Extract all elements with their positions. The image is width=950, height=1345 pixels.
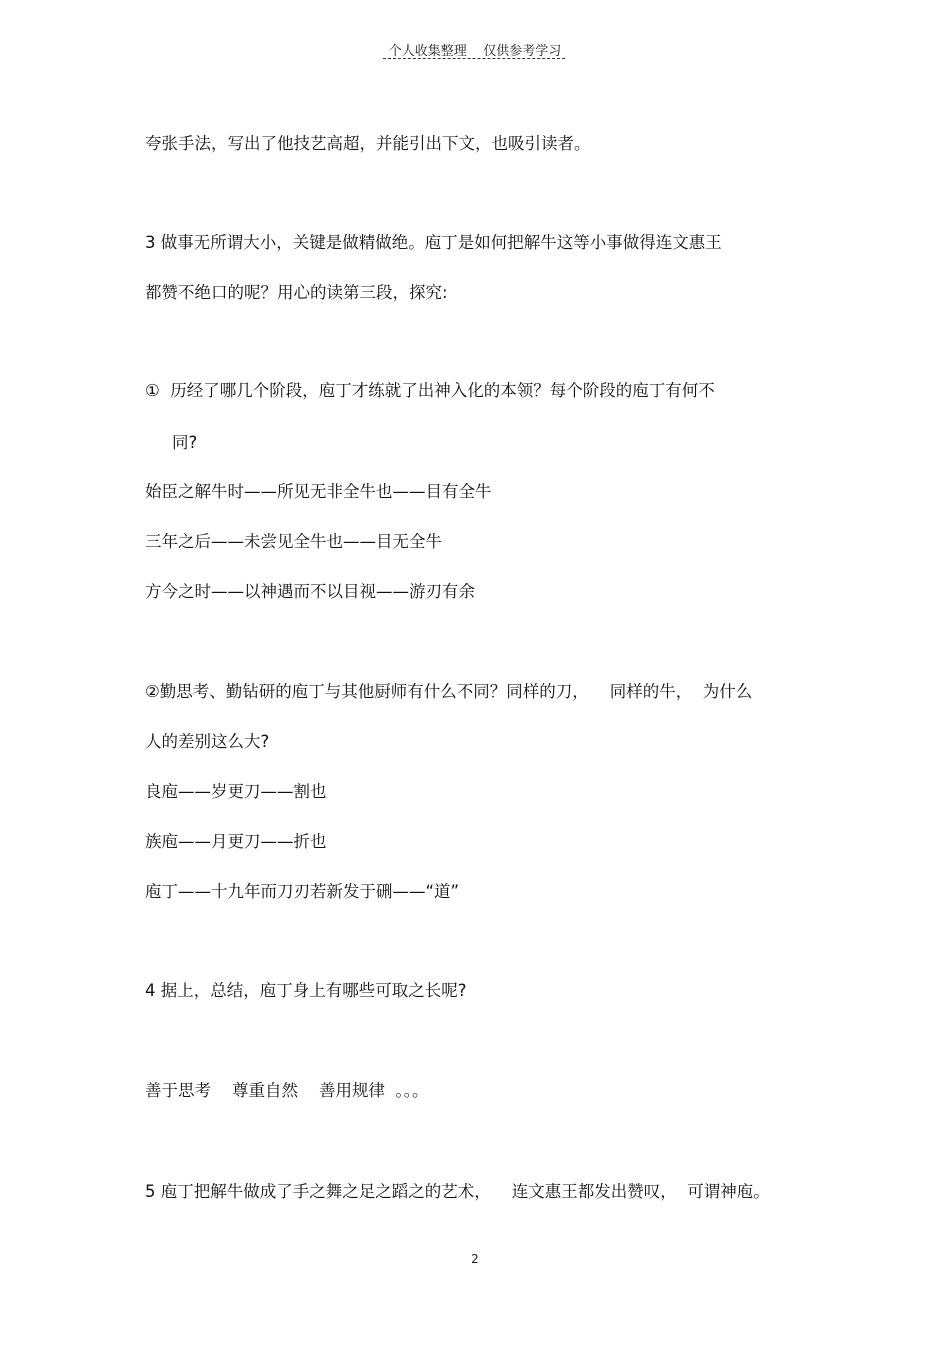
text-line: 族庖——月更刀——折也 xyxy=(145,832,327,851)
text-line: ②勤思考、勤钻研的庖丁与其他厨师有什么不同？同样的刀， 同样的牛， 为什么 xyxy=(145,682,753,701)
text-line: 始臣之解牛时——所见无非全牛也——目有全牛 xyxy=(145,482,492,501)
page-header: 个人收集整理 仅供参考学习 xyxy=(388,44,562,59)
text-line: 3 做事无所谓大小，关键是做精做绝。庖丁是如何把解牛这等小事做得连文惠王 xyxy=(145,233,722,252)
text-line: 同? xyxy=(172,433,198,452)
text-line: 方今之时——以神遇而不以目视——游刃有余 xyxy=(145,582,475,601)
page-number: 2 xyxy=(471,1252,479,1266)
text-line: 良庖——岁更刀——割也 xyxy=(145,782,327,801)
header-divider xyxy=(383,58,565,59)
text-line: 5 庖丁把解牛做成了手之舞之足之蹈之的艺术， 连文惠王都发出赞叹， 可谓神庖。 xyxy=(145,1182,770,1201)
text-line: 三年之后——未尝见全牛也——目无全牛 xyxy=(145,532,442,551)
text-line: ① 历经了哪几个阶段，庖丁才练就了出神入化的本领？每个阶段的庖丁有何不 xyxy=(145,381,715,400)
text-line: 都赞不绝口的呢？用心的读第三段，探究: xyxy=(145,283,448,302)
text-line: 善于思考 尊重自然 善用规律 。。。 xyxy=(145,1081,429,1100)
text-line: 庖丁——十九年而刀刃若新发于硎——“道” xyxy=(145,882,460,901)
text-line: 人的差别这么大? xyxy=(145,732,270,751)
text-line: 夸张手法，写出了他技艺高超，并能引出下文，也吸引读者。 xyxy=(145,134,591,153)
text-line: 4 据上，总结，庖丁身上有哪些可取之长呢? xyxy=(145,981,467,1000)
